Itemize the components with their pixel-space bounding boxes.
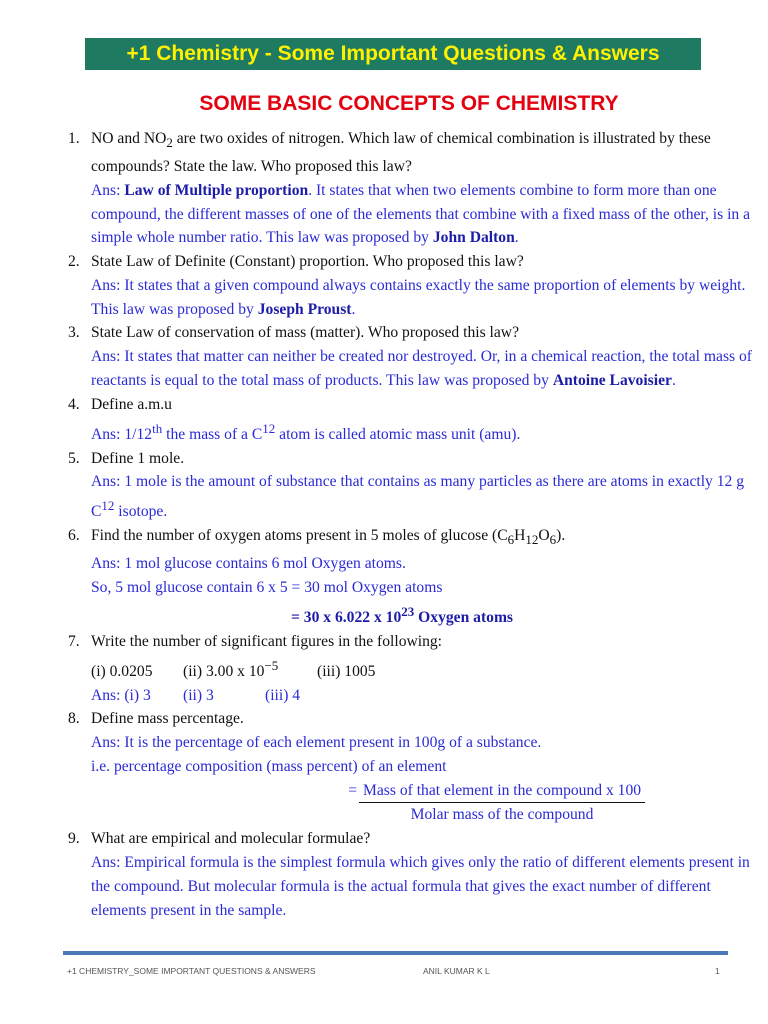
question-number: 4. [68,395,80,413]
question-item-1 [62,127,752,250]
question-number: 9. [68,830,80,848]
question-number: 3. [68,324,80,342]
question-number: 7. [68,632,80,650]
banner-text: +1 Chemistry - Some Important Questions & Answers [126,42,660,65]
fraction-numerator: Mass of that element in the compound x 100 [359,779,645,804]
mass-percent-formula: = $\frac{\text{Mass of that element in the compound x 100}}{\text{Molar mass of the compound}}$ [91,779,752,828]
document-banner [85,38,701,70]
question-number: 6. [68,527,80,545]
answer-line: So, 5 mol glucose contain 6 x 5 = 30 mol Oxygen atoms [91,578,443,596]
answer-text: Ans: It states that a given compound always contains exactly the same proportion of elements by weight. This law was proposed by Joseph Proust. [91,276,746,318]
chapter-title: SOME BASIC CONCEPTS OF CHEMISTRY [199,92,619,115]
question-text: State Law of Definite (Constant) proportion. Who proposed this law? [91,253,524,271]
question-options: (i) 0.0205 (ii) 3.00 x $10^{-5}$ (iii) 1005 [91,657,376,680]
answer-line: Ans: 1 mol glucose contains 6 mol Oxygen atoms. [91,555,406,573]
question-text: State Law of conservation of mass (matter). Who proposed this law? [91,324,519,342]
answer-text: Ans: Empirical formula is the simplest formula which gives only the ratio of different elements present in the compound. But molecular formula is the actual formula that gives the exact number of different elements present in the sample. [91,854,750,919]
answer-text: Ans: It states that matter can neither be created nor destroyed. Or, in a chemical reaction, the total mass of reactants is equal to the total mass of products. This law was proposed by Antoine Lavoisier. [91,348,752,390]
footer-author: ANIL KUMAR K L [423,966,490,976]
question-item-7 [62,630,752,708]
question-item-4 [62,393,752,447]
footer-title: +1 CHEMISTRY_SOME IMPORTANT QUESTIONS & ANSWERS [67,966,316,976]
question-text: Define 1 mole. [91,449,185,467]
answer-line: Ans: It is the percentage of each element present in 100g of a substance. [91,734,542,752]
question-item-5 [62,447,752,525]
question-number: 5. [68,449,80,467]
question-item-3 [62,321,752,392]
question-item-6 [62,524,752,629]
question-item-8 [62,707,752,827]
fraction [359,779,645,828]
page-number: 1 [715,966,720,976]
answer-text: Ans: 1/12th the mass of a $C^{12}$ atom is called atomic mass unit (amu). [91,420,521,443]
question-number: 2. [68,253,80,271]
question-list [62,127,752,922]
answer-line: i.e. percentage composition (mass percent) of an element [91,757,447,775]
question-text: Define mass percentage. [91,710,244,728]
question-text: Find the number of oxygen atoms present in 5 moles of glucose $(C_6H_{12}O_6)$. [91,527,566,548]
question-text: Define a.m.u [91,395,172,413]
question-text: Write the number of significant figures in the following: [91,632,443,650]
answer-text: Ans: (i) 3 (ii) 3 (iii) 4 [91,686,301,704]
question-text: What are empirical and molecular formulae? [91,830,371,848]
question-number: 8. [68,710,80,728]
answer-text: Ans: Law of Multiple proportion. It states that when two elements combine to form more than one compound, the different masses of one of the elements that combine with a fixed mass of the other, is in a simple whole number ratio. This law was proposed by John Dalton. [91,181,751,247]
answer-result: = 30 x 6.022 x $10^{23}$ Oxygen atoms [291,603,514,626]
footer-divider [63,951,728,955]
question-text: NO and $NO_2$ are two oxides of nitrogen. Which law of chemical combination is illustrated by these compounds? State the law. Who proposed this law? [91,130,711,175]
fraction-denominator: Molar mass of the compound [410,806,594,824]
question-number: 1. [68,130,80,147]
question-item-2 [62,250,752,321]
question-item-9 [62,827,752,922]
answer-text: Ans: 1 mole is the amount of substance that contains as many particles as there are atoms in exactly 12 g $C^{12}$ isotope. [91,473,745,521]
